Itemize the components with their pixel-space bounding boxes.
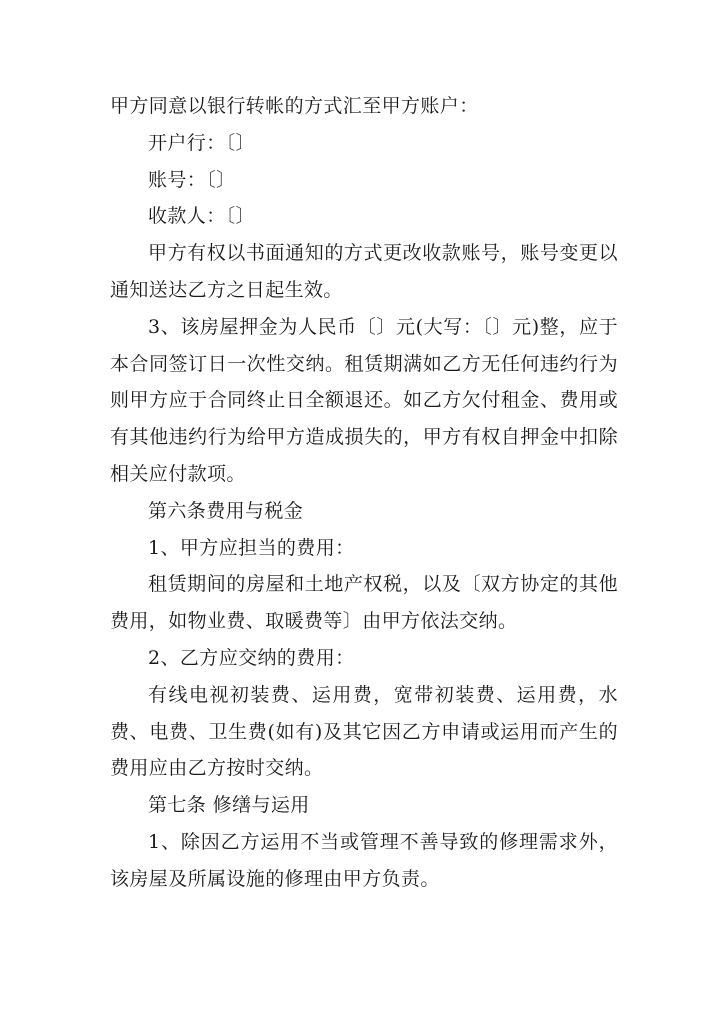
- paragraph-party-a-fees-title: 1、甲方应担当的费用：: [148, 536, 355, 559]
- paragraph-bank: 开户行：〔〕: [148, 131, 255, 154]
- paragraph-payee: 收款人：〔〕: [148, 205, 255, 228]
- paragraph-party-b-fees: 有线电视初装费、运用费，宽带初装费、运用费，水费、电费、卫生费(如有)及其它因乙方申请或运用而产生的费用应由乙方按时交纳。: [110, 683, 618, 780]
- paragraph-party-a-fees: 租赁期间的房屋和土地产权税，以及〔双方协定的其他费用，如物业费、取暖费等〕由甲方依法交纳。: [110, 573, 618, 633]
- paragraph-payment-method: 甲方同意以银行转帐的方式汇至甲方账户：: [110, 95, 479, 117]
- paragraph-repair-responsibility: 1、除因乙方运用不当或管理不善导致的修理需求外，该房屋及所属设施的修理由甲方负责。: [110, 830, 618, 890]
- section-heading-fees-and-taxes: 第六条费用与税金: [148, 499, 304, 522]
- document-body: [110, 88, 618, 898]
- paragraph-party-b-fees-title: 2、乙方应交纳的费用：: [148, 646, 355, 669]
- paragraph-account-number: 账号：〔〕: [148, 168, 236, 191]
- section-heading-repair-and-use: 第七条 修缮与运用: [148, 794, 310, 817]
- paragraph-account-change: 甲方有权以书面通知的方式更改收款账号，账号变更以通知送达乙方之日起生效。: [110, 242, 618, 301]
- paragraph-deposit: 3、该房屋押金为人民币〔〕元(大写：〔〕元)整，应于本合同签订日一次性交纳。租赁期满如乙方无任何违约行为则甲方应于合同终止日全额退还。如乙方欠付租金、费用或有其他违约行为给甲方造成损失的，甲方有权自押金中扣除相关应付款项。: [110, 315, 618, 485]
